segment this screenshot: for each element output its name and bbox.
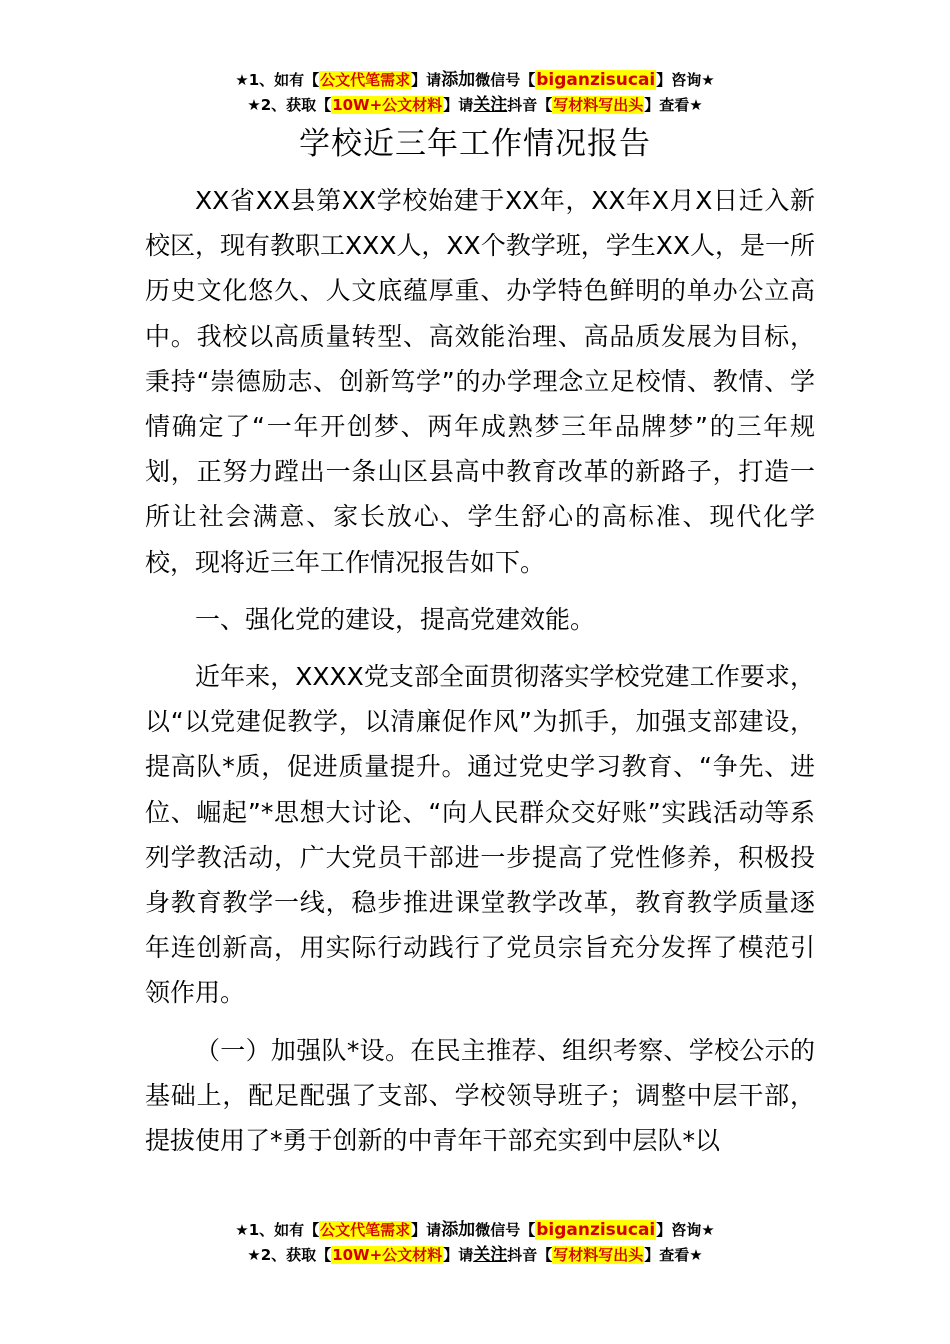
document-title: 学校近三年工作情况报告 <box>299 126 651 162</box>
promo-line-1: ★1、如有【公文代笔需求】请添加微信号【biganzisucai】咨询★ <box>235 70 715 90</box>
paragraph: 近年来，XXXX党支部全面贯彻落实学校党建工作要求，以“以党建促教学，以清廉促作风”为抓手，加强支部建设，提高队*质，促进质量提升。通过党史学习教育、“争先、进位、崛起”*思想大讨论、“向人民群众交好账”实践活动等系列学教活动，广大党员干部进一步提高了党性修养，积极投身教育教学一线，稳步推进课堂教学改革，教育教学质量逐年连创新高，用实际行动践行了党员宗旨充分发挥了模范引领作用。 <box>145 662 815 1008</box>
highlight-text: 10W+公文材料 <box>332 1246 443 1264</box>
promo-line-1: ★1、如有【公文代笔需求】请添加微信号【biganzisucai】咨询★ <box>235 1220 715 1240</box>
promo-banner-top <box>0 68 950 118</box>
highlight-text: 10W+公文材料 <box>332 96 443 114</box>
promo-line-2: ★2、获取【10W+公文材料】请关注抖音【写材料写出头】查看★ <box>247 95 703 115</box>
paragraph: XX省XX县第XX学校始建于XX年，XX年X月X日迁入新校区，现有教职工XXX人，XX个教学班，学生XX人，是一所历史文化悠久、人文底蕴厚重、办学特色鲜明的单办公立高中。我校以高质量转型、高效能治理、高品质发展为目标，秉持“崇德励志、创新笃学”的办学理念立足校情、教情、学情确定了“一年开创梦、两年成熟梦三年品牌梦”的三年规划，正努力蹚出一条山区县高中教育改革的新路子，打造一所让社会满意、家长放心、学生舒心的高标准、现代化学校，现将近三年工作情况报告如下。 <box>145 186 815 577</box>
wechat-id: biganzisucai <box>536 70 656 90</box>
promo-line-2: ★2、获取【10W+公文材料】请关注抖音【写材料写出头】查看★ <box>247 1245 703 1265</box>
highlight-text: 公文代笔需求 <box>320 1221 411 1239</box>
highlight-text: 公文代笔需求 <box>320 71 411 89</box>
douyin-id: 写材料写出头 <box>553 96 644 114</box>
section-heading: 一、强化党的建设，提高党建效能。 <box>195 604 596 634</box>
promo-banner-bottom <box>0 1218 950 1268</box>
document-body <box>145 178 815 1163</box>
wechat-id: biganzisucai <box>536 1220 656 1240</box>
paragraph: （一）加强队*设。在民主推荐、组织考察、学校公示的基础上，配足配强了支部、学校领导班子；调整中层干部，提拔使用了*勇于创新的中青年干部充实到中层队*以 <box>145 1035 815 1156</box>
douyin-id: 写材料写出头 <box>553 1246 644 1264</box>
